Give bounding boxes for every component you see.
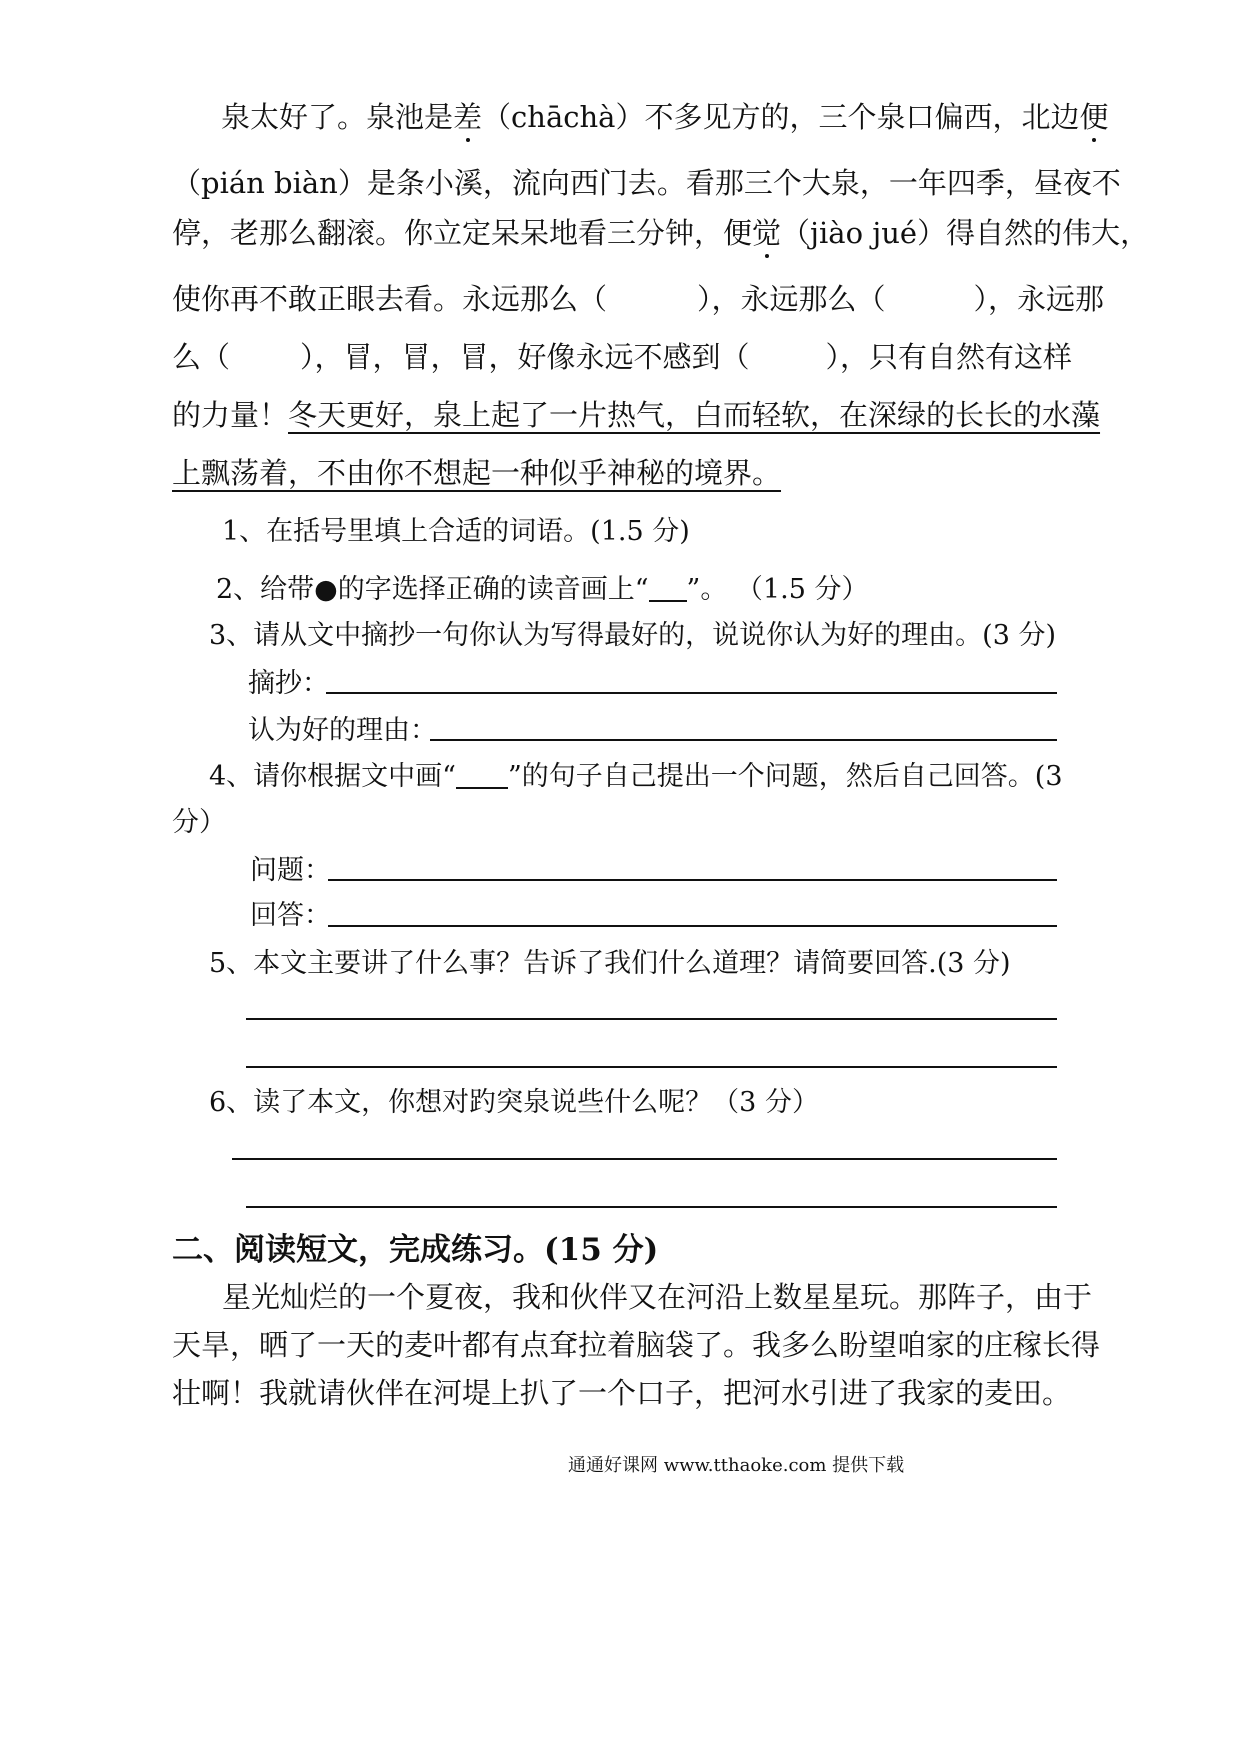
excerpt-label: 摘抄： <box>248 668 329 699</box>
excerpt-answer-line[interactable] <box>326 692 1057 694</box>
passage-line-1: 泉太好了。泉池是差（chāchà）不多见方的，三个泉口偏西，北边便 <box>221 100 1109 134</box>
section-2-heading: 二、阅读短文，完成练习。(15 分) <box>172 1232 659 1268</box>
question-2: 2、给带●的字选择正确的读音画上“ ”。 （1.5 分） <box>216 574 869 605</box>
answer-answer-line[interactable] <box>328 925 1057 927</box>
reason-answer-line[interactable] <box>430 739 1057 741</box>
passage-line-3: 停，老那么翻滚。你立定呆呆地看三分钟，便觉（jiào jué）得自然的伟大， <box>172 216 1150 250</box>
question-6: 6、读了本文，你想对趵突泉说些什么呢？（3 分） <box>209 1087 819 1118</box>
underline-sample <box>456 761 508 789</box>
section-2-line-3: 壮啊！我就请伙伴在河堤上扒了一个口子，把河水引进了我家的麦田。 <box>172 1376 1072 1410</box>
underlined-sentence: 冬天更好，泉上起了一片热气，白而轻软，在深绿的长长的水藻 <box>288 398 1101 432</box>
dotted-char: 差 <box>453 100 483 134</box>
q5-answer-line-2[interactable] <box>246 1066 1057 1068</box>
question-3: 3、请从文中摘抄一句你认为写得最好的，说说你认为好的理由。(3 分) <box>209 620 1057 651</box>
question-4-cont: 分） <box>172 807 226 838</box>
question-answer-line[interactable] <box>328 879 1057 881</box>
q6-answer-line-2[interactable] <box>246 1206 1057 1208</box>
passage-line-7 <box>172 456 781 490</box>
question-5: 5、本文主要讲了什么事？告诉了我们什么道理？请简要回答.(3 分) <box>209 948 1011 979</box>
q6-answer-line-1[interactable] <box>232 1158 1057 1160</box>
answer-label: 回答： <box>250 900 331 931</box>
passage-line-4: 使你再不敢正眼去看。永远那么（ ），永远那么（ ），永远那 <box>172 282 1105 316</box>
question-label: 问题： <box>250 855 331 886</box>
question-1: 1、在括号里填上合适的词语。(1.5 分) <box>222 516 690 547</box>
passage-line-5: 么（ ），冒，冒，冒，好像永远不感到（ ），只有自然有这样 <box>172 340 1073 374</box>
section-2-line-1: 星光灿烂的一个夏夜，我和伙伴又在河沿上数星星玩。那阵子，由于 <box>222 1280 1093 1314</box>
dotted-char: 便 <box>1079 100 1109 134</box>
section-2-line-2: 天旱，晒了一天的麦叶都有点耷拉着脑袋了。我多么盼望咱家的庄稼长得 <box>172 1328 1101 1362</box>
question-4: 4、请你根据文中画“ ”的句子自己提出一个问题，然后自己回答。(3 <box>209 761 1063 792</box>
dotted-char: 觉 <box>752 216 782 250</box>
footer-credit: 通通好课网 www.tthaoke.com 提供下载 <box>568 1455 905 1476</box>
underline-sample <box>649 574 687 602</box>
reason-label: 认为好的理由： <box>248 715 437 746</box>
q5-answer-line-1[interactable] <box>246 1018 1057 1020</box>
underlined-sentence: 上飘荡着，不由你不想起一种似乎神秘的境界。 <box>172 456 782 490</box>
passage-line-2: （pián biàn）是条小溪，流向西门去。看那三个大泉，一年四季，昼夜不 <box>172 166 1121 200</box>
passage-line-6: 的力量！冬天更好，泉上起了一片热气，白而轻软，在深绿的长长的水藻 <box>172 398 1101 432</box>
